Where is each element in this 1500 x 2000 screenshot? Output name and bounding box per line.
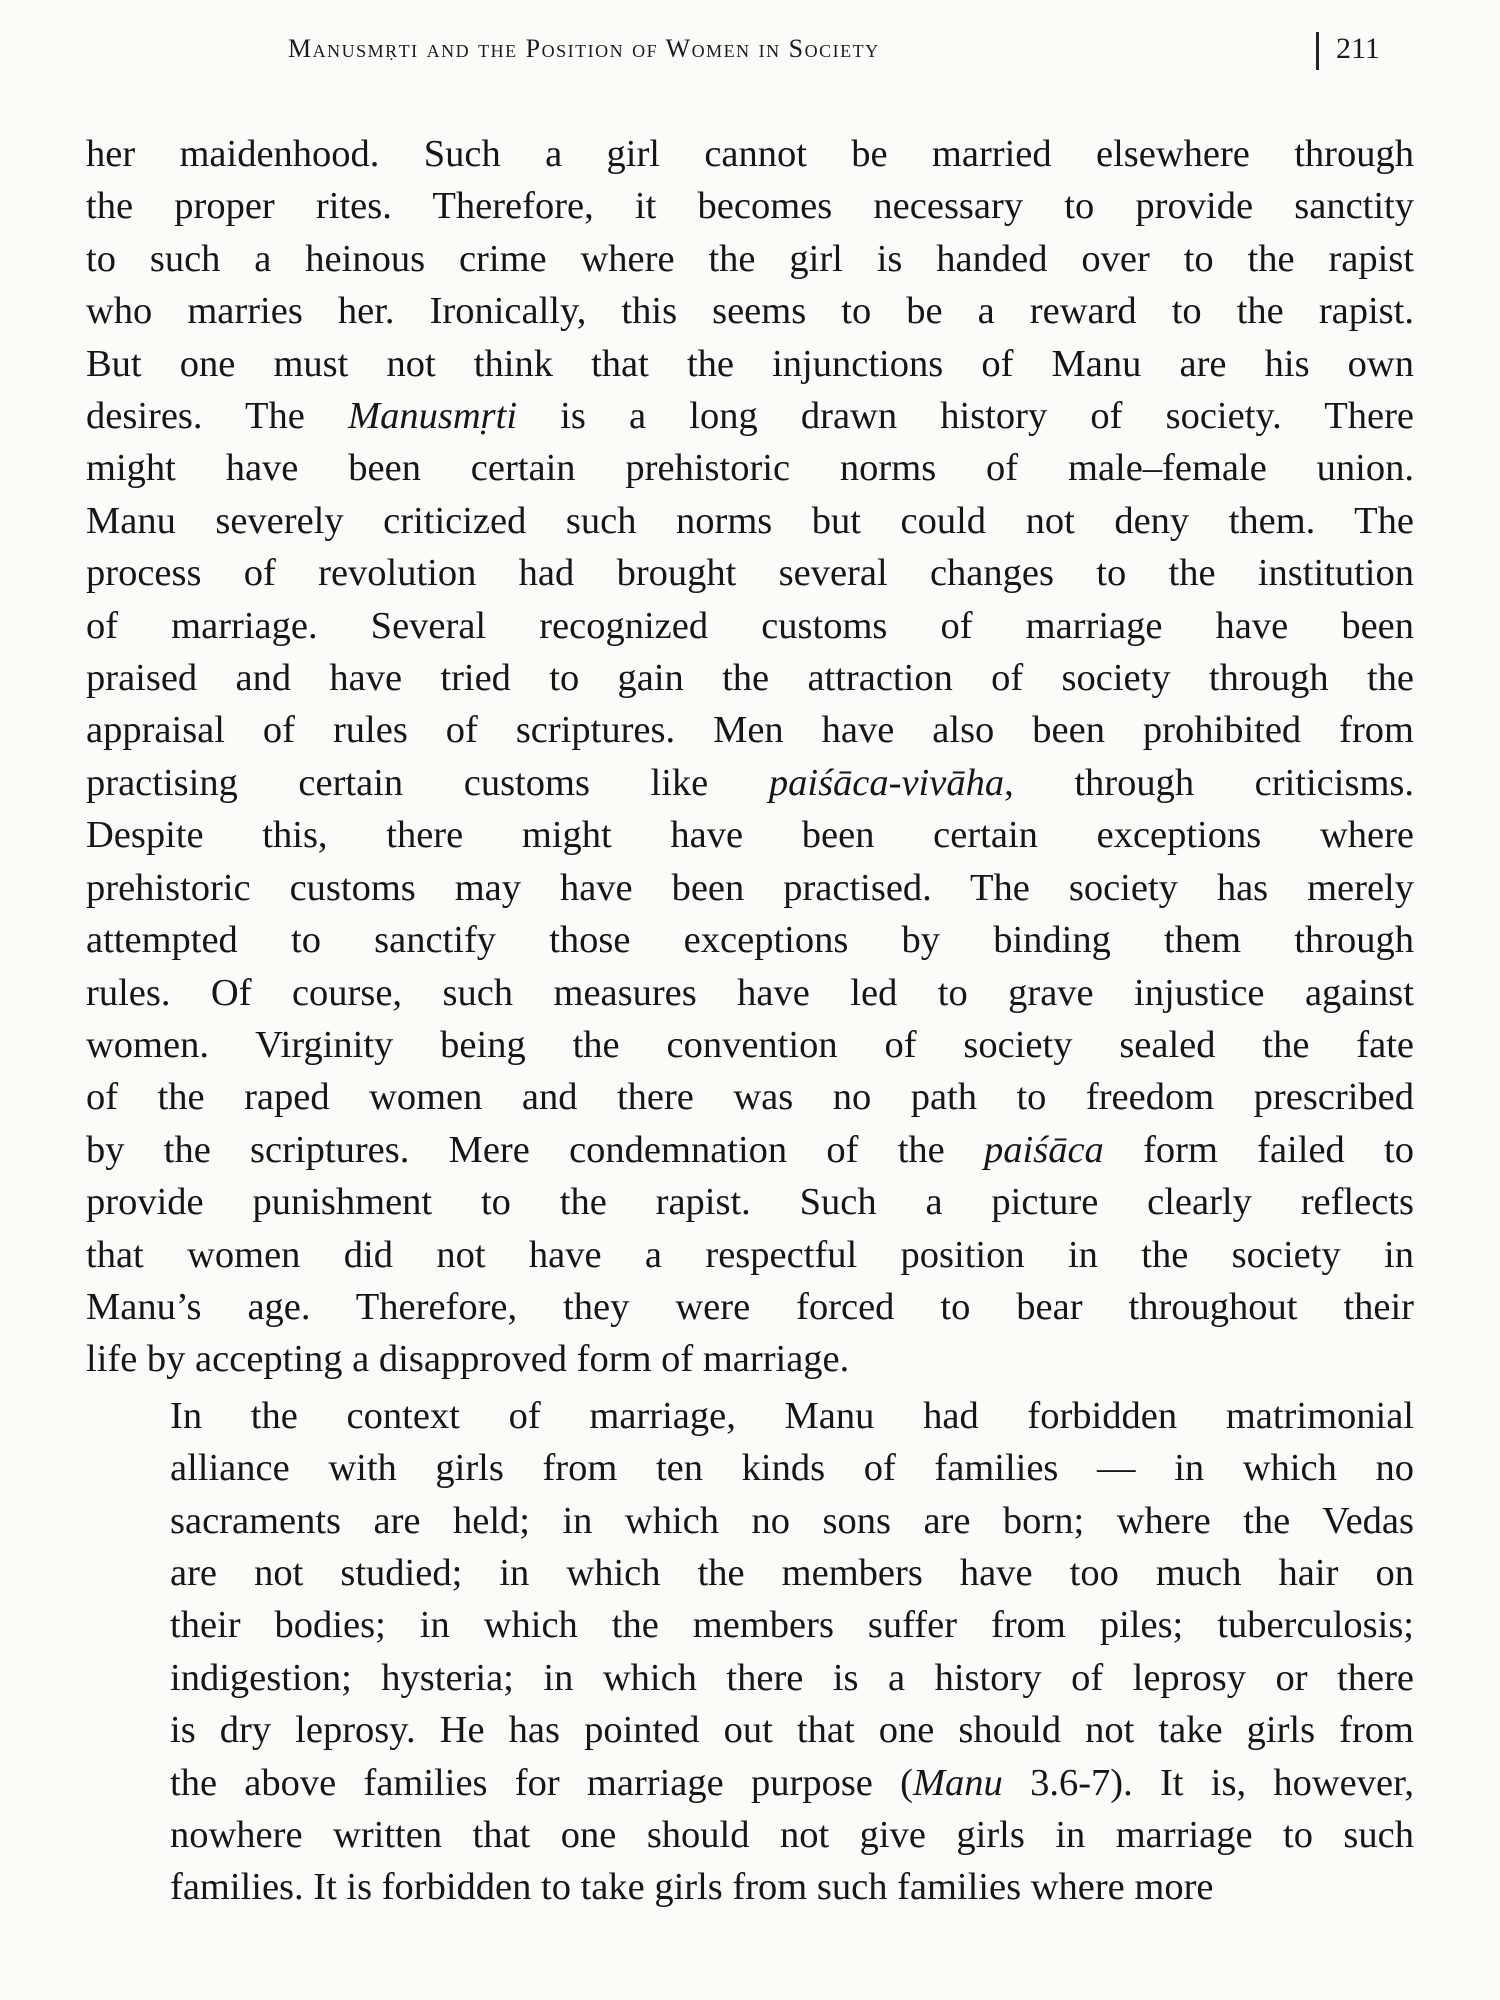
text-line bbox=[86, 1019, 1414, 1071]
text-segment: prehistoric customs may have been practised. The society has merely bbox=[86, 866, 1414, 909]
text-line bbox=[86, 757, 1414, 809]
text-segment: In the context of marriage, Manu had forbidden matrimonial bbox=[170, 1394, 1414, 1437]
text-segment: rules. Of course, such measures have led to grave injustice against bbox=[86, 971, 1414, 1014]
italic-term: paiśāca bbox=[984, 1128, 1104, 1171]
text-segment: But one must not think that the injunctions of Manu are his own bbox=[86, 342, 1414, 385]
text-line bbox=[86, 652, 1414, 704]
text-line bbox=[86, 1599, 1414, 1651]
text-segment: women. Virginity being the convention of society sealed the fate bbox=[86, 1023, 1414, 1066]
text-segment: the proper rites. Therefore, it becomes necessary to provide sanctity bbox=[86, 185, 1414, 228]
text-line bbox=[86, 1390, 1414, 1442]
text-line bbox=[86, 442, 1414, 494]
text-segment: attempted to sanctify those exceptions by binding them through bbox=[86, 919, 1414, 962]
text-segment: Manu severely criticized such norms but could not deny them. The bbox=[86, 499, 1414, 542]
text-segment: alliance with girls from ten kinds of families — in which no bbox=[170, 1447, 1414, 1490]
text-segment: to such a heinous crime where the girl is handed over to the rapist bbox=[86, 237, 1414, 280]
text-line bbox=[86, 1652, 1414, 1704]
text-line bbox=[86, 1176, 1414, 1228]
text-line bbox=[86, 1442, 1414, 1494]
text-segment: their bodies; in which the members suffer from piles; tuberculosis; bbox=[170, 1604, 1414, 1647]
text-line bbox=[86, 180, 1414, 232]
text-segment: who marries her. Ironically, this seems to be a reward to the rapist. bbox=[86, 290, 1414, 333]
running-title: Manusmṛti and the Position of Women in Society bbox=[288, 34, 880, 63]
italic-term: Manusmṛti bbox=[348, 395, 518, 438]
text-line bbox=[86, 1547, 1414, 1599]
paragraph-2 bbox=[86, 1390, 1414, 1914]
text-line bbox=[86, 704, 1414, 756]
text-line bbox=[86, 390, 1414, 442]
text-line bbox=[86, 1704, 1414, 1756]
text-line bbox=[86, 1757, 1414, 1809]
header-divider bbox=[1316, 32, 1319, 70]
text-segment: appraisal of rules of scriptures. Men have also been prohibited from bbox=[86, 709, 1414, 752]
text-segment: form failed to bbox=[1103, 1128, 1414, 1171]
text-line bbox=[86, 1861, 1414, 1913]
text-segment: 3.6-7). It is, however, bbox=[1002, 1761, 1414, 1804]
text-line bbox=[86, 862, 1414, 914]
text-line bbox=[86, 914, 1414, 966]
text-segment: desires. The bbox=[86, 395, 349, 438]
paragraph-1 bbox=[86, 128, 1414, 1386]
page-number: 211 bbox=[1336, 32, 1380, 65]
text-line bbox=[86, 1071, 1414, 1123]
text-line bbox=[86, 1495, 1414, 1547]
text-segment: is dry leprosy. He has pointed out that one should not take girls from bbox=[170, 1709, 1414, 1752]
text-line bbox=[86, 967, 1414, 1019]
body-text bbox=[86, 128, 1414, 1914]
text-segment: of marriage. Several recognized customs of marriage have been bbox=[86, 604, 1414, 647]
text-segment: by the scriptures. Mere condemnation of the bbox=[86, 1128, 985, 1171]
text-line bbox=[86, 547, 1414, 599]
text-line bbox=[86, 1124, 1414, 1176]
text-segment: of the raped women and there was no path to freedom prescribed bbox=[86, 1076, 1414, 1119]
text-segment: praised and have tried to gain the attraction of society through the bbox=[86, 657, 1414, 700]
text-segment: , through criticisms. bbox=[1004, 761, 1414, 804]
text-segment: Despite this, there might have been certain exceptions where bbox=[86, 814, 1414, 857]
text-segment: process of revolution had brought several changes to the institution bbox=[86, 552, 1414, 595]
text-line bbox=[86, 1333, 1414, 1385]
text-line bbox=[86, 233, 1414, 285]
text-segment: are not studied; in which the members have too much hair on bbox=[170, 1551, 1414, 1594]
text-segment: is a long drawn history of society. There bbox=[517, 395, 1414, 438]
text-segment: provide punishment to the rapist. Such a picture clearly reflects bbox=[86, 1181, 1414, 1224]
text-segment: the above families for marriage purpose ( bbox=[170, 1761, 913, 1804]
text-line bbox=[86, 495, 1414, 547]
text-segment: indigestion; hysteria; in which there is a history of leprosy or there bbox=[170, 1656, 1414, 1699]
text-line bbox=[86, 285, 1414, 337]
text-segment: families. It is forbidden to take girls from such families where more bbox=[170, 1866, 1214, 1909]
italic-term: Manu bbox=[912, 1761, 1003, 1804]
text-segment: nowhere written that one should not give girls in marriage to such bbox=[170, 1814, 1414, 1856]
text-line bbox=[86, 1809, 1414, 1861]
text-line bbox=[86, 1281, 1414, 1333]
text-segment: life by accepting a disapproved form of marriage. bbox=[86, 1338, 850, 1381]
text-segment: her maidenhood. Such a girl cannot be married elsewhere through bbox=[86, 133, 1414, 175]
text-line bbox=[86, 338, 1414, 390]
text-line bbox=[86, 1229, 1414, 1281]
text-line bbox=[86, 809, 1414, 861]
text-segment: sacraments are held; in which no sons are born; where the Vedas bbox=[170, 1499, 1414, 1542]
running-header bbox=[0, 28, 1500, 76]
text-segment: might have been certain prehistoric norms of male–female union. bbox=[86, 447, 1414, 490]
text-segment: Manu’s age. Therefore, they were forced to bear throughout their bbox=[86, 1285, 1414, 1328]
italic-term: paiśāca-vivāha bbox=[768, 761, 1005, 804]
text-segment: practising certain customs like bbox=[86, 761, 769, 804]
text-segment: that women did not have a respectful position in the society in bbox=[86, 1233, 1414, 1276]
text-line bbox=[86, 128, 1414, 180]
text-line bbox=[86, 600, 1414, 652]
